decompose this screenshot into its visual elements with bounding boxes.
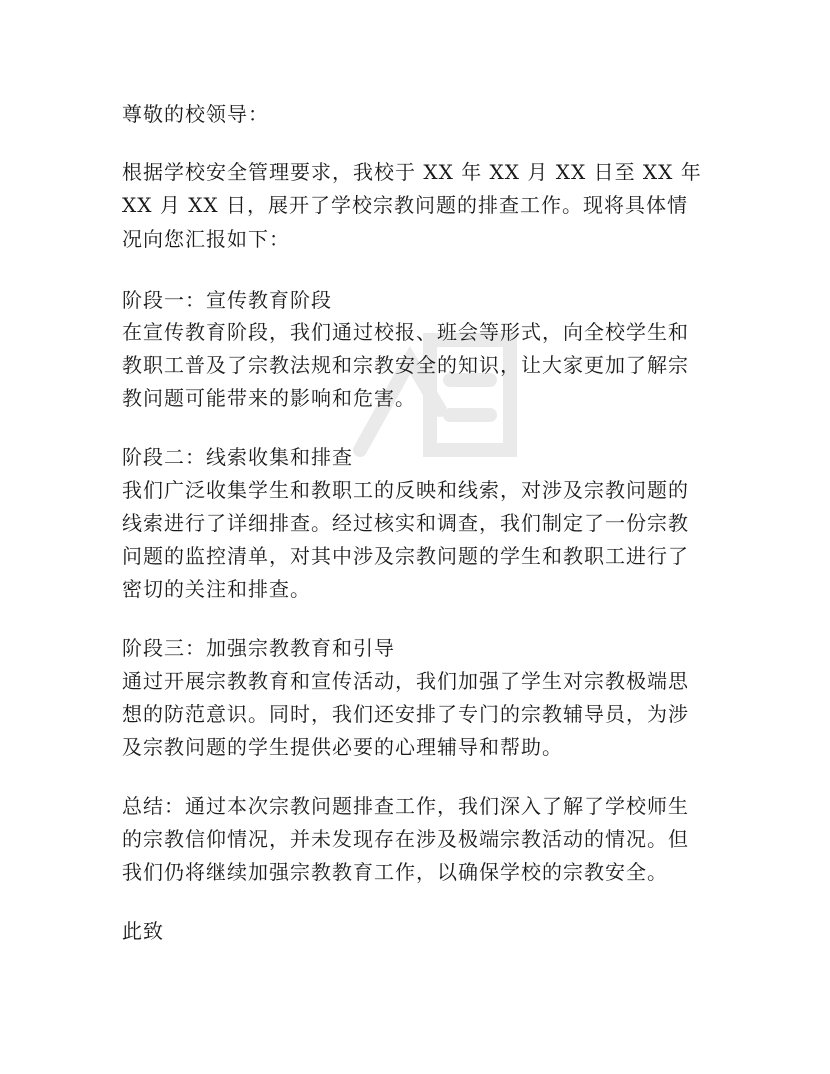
summary-line-1: 总结：通过本次宗教问题排查工作，我们深入了解了学校师生 — [122, 794, 689, 818]
stage3-line-3: 及宗教问题的学生提供必要的心理辅导和帮助。 — [122, 735, 563, 759]
stage2-line-4: 密切的关注和排查。 — [122, 577, 311, 601]
stage2-line-2: 线索进行了详细排查。经过核实和调查，我们制定了一份宗教 — [122, 511, 689, 535]
stage2-heading: 阶段二：线索收集和排查 — [122, 445, 353, 469]
intro-line-1: 根据学校安全管理要求，我校于 XX 年 XX 月 XX 日至 XX 年 — [122, 160, 702, 184]
stage3-line-1: 通过开展宗教教育和宣传活动，我们加强了学生对宗教极端思 — [122, 669, 689, 693]
stage1-line-2: 教职工普及了宗教法规和宗教安全的知识，让大家更加了解宗 — [122, 353, 689, 377]
stage3-line-2: 想的防范意识。同时，我们还安排了专门的宗教辅导员，为涉 — [122, 702, 689, 726]
summary-line-3: 我们仍将继续加强宗教教育工作，以确保学校的宗教安全。 — [122, 860, 668, 884]
intro-line-2: XX 月 XX 日，展开了学校宗教问题的排查工作。现将具体情 — [122, 193, 689, 217]
stage2-line-1: 我们广泛收集学生和教职工的反映和线索，对涉及宗教问题的 — [122, 478, 689, 502]
summary-line-2: 的宗教信仰情况，并未发现存在涉及极端宗教活动的情况。但 — [122, 827, 689, 851]
stage1-line-1: 在宣传教育阶段，我们通过校报、班会等形式，向全校学生和 — [122, 320, 689, 344]
stage3-heading: 阶段三：加强宗教教育和引导 — [122, 636, 395, 660]
greeting: 尊敬的校领导： — [122, 102, 269, 126]
intro-line-3: 况向您汇报如下： — [122, 227, 290, 251]
closing: 此致 — [122, 919, 164, 943]
stage2-line-3: 问题的监控清单，对其中涉及宗教问题的学生和教职工进行了 — [122, 544, 689, 568]
stage1-line-3: 教问题可能带来的影响和危害。 — [122, 386, 416, 410]
stage1-heading: 阶段一：宣传教育阶段 — [122, 288, 332, 312]
